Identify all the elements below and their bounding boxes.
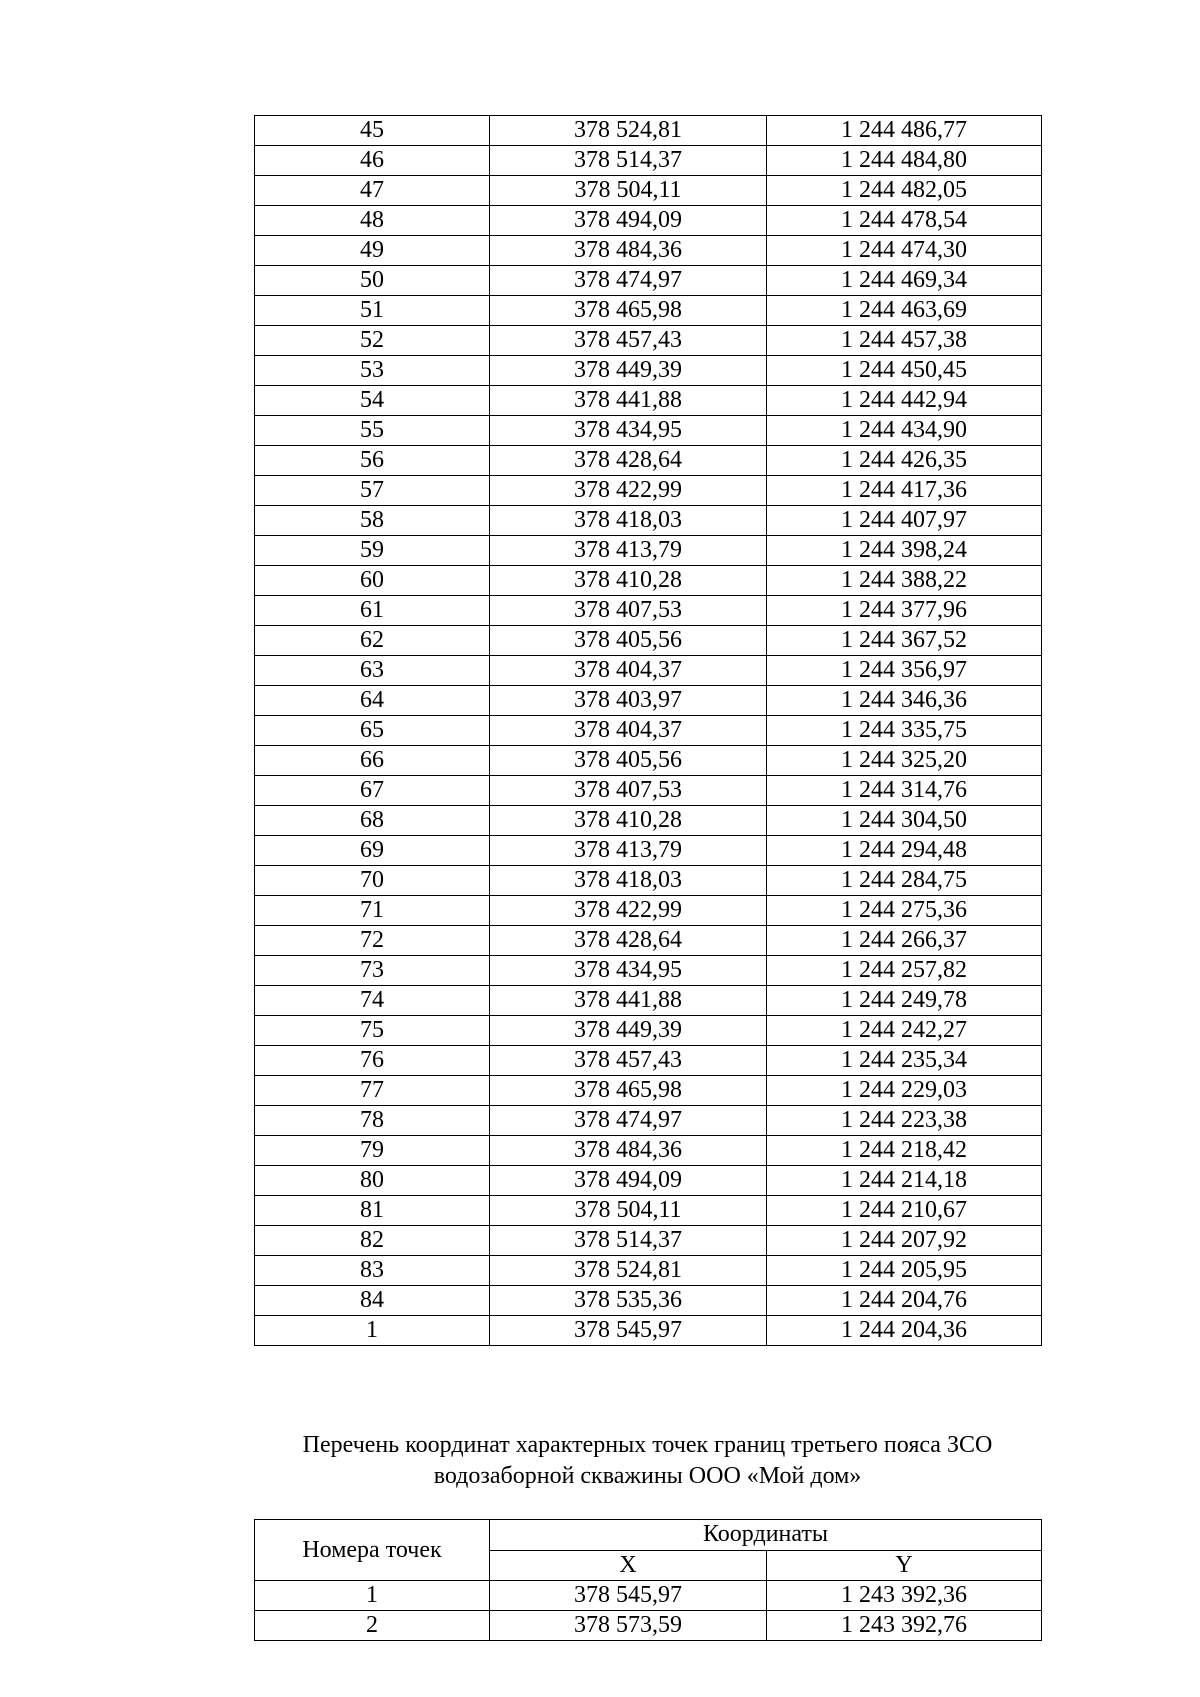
x-coordinate-cell: 378 457,43	[490, 1046, 767, 1076]
table-row	[255, 716, 1042, 746]
table-row	[255, 626, 1042, 656]
y-coordinate-cell: 1 244 398,24	[767, 536, 1042, 566]
x-coordinate-cell: 378 410,28	[490, 806, 767, 836]
table-row	[255, 176, 1042, 206]
point-number-cell: 59	[255, 536, 490, 566]
table-row	[255, 656, 1042, 686]
point-number-cell: 84	[255, 1286, 490, 1316]
y-coordinate-cell: 1 244 486,77	[767, 116, 1042, 146]
table-row	[255, 1611, 1042, 1641]
x-coordinate-cell: 378 405,56	[490, 626, 767, 656]
x-coordinate-cell: 378 434,95	[490, 956, 767, 986]
y-coordinate-cell: 1 244 434,90	[767, 416, 1042, 446]
y-coordinate-cell: 1 244 205,95	[767, 1256, 1042, 1286]
y-coordinate-cell: 1 244 474,30	[767, 236, 1042, 266]
table-row	[255, 776, 1042, 806]
table-row	[255, 446, 1042, 476]
header-x: X	[490, 1550, 767, 1581]
y-coordinate-cell: 1 244 218,42	[767, 1136, 1042, 1166]
y-coordinate-cell: 1 244 257,82	[767, 956, 1042, 986]
y-coordinate-cell: 1 244 214,18	[767, 1166, 1042, 1196]
x-coordinate-cell: 378 422,99	[490, 896, 767, 926]
point-number-cell: 66	[255, 746, 490, 776]
table-row	[255, 986, 1042, 1016]
point-number-cell: 61	[255, 596, 490, 626]
x-coordinate-cell: 378 524,81	[490, 1256, 767, 1286]
y-coordinate-cell: 1 244 482,05	[767, 176, 1042, 206]
point-number-cell: 81	[255, 1196, 490, 1226]
header-y: Y	[767, 1550, 1042, 1581]
y-coordinate-cell: 1 244 478,54	[767, 206, 1042, 236]
x-coordinate-cell: 378 465,98	[490, 296, 767, 326]
table-row	[255, 116, 1042, 146]
caption-line-1: Перечень координат характерных точек границ третьего пояса ЗСО	[302, 1432, 993, 1458]
y-coordinate-cell: 1 244 407,97	[767, 506, 1042, 536]
point-number-cell: 80	[255, 1166, 490, 1196]
point-number-cell: 72	[255, 926, 490, 956]
x-coordinate-cell: 378 441,88	[490, 386, 767, 416]
third-zone-table-body	[255, 1581, 1042, 1641]
table-row	[255, 416, 1042, 446]
y-coordinate-cell: 1 244 266,37	[767, 926, 1042, 956]
point-number-cell: 68	[255, 806, 490, 836]
table-row	[255, 686, 1042, 716]
x-coordinate-cell: 378 410,28	[490, 566, 767, 596]
point-number-cell: 57	[255, 476, 490, 506]
table-row	[255, 1076, 1042, 1106]
table-row	[255, 1286, 1042, 1316]
point-number-cell: 55	[255, 416, 490, 446]
y-coordinate-cell: 1 244 450,45	[767, 356, 1042, 386]
x-coordinate-cell: 378 524,81	[490, 116, 767, 146]
x-coordinate-cell: 378 457,43	[490, 326, 767, 356]
y-coordinate-cell: 1 244 377,96	[767, 596, 1042, 626]
y-coordinate-cell: 1 244 367,52	[767, 626, 1042, 656]
x-coordinate-cell: 378 449,39	[490, 1016, 767, 1046]
x-coordinate-cell: 378 545,97	[490, 1316, 767, 1346]
point-number-cell: 63	[255, 656, 490, 686]
table-row	[255, 536, 1042, 566]
y-coordinate-cell: 1 244 346,36	[767, 686, 1042, 716]
header-point-numbers: Номера точек	[255, 1520, 490, 1581]
coordinates-table-continued	[254, 115, 1042, 1346]
point-number-cell: 67	[255, 776, 490, 806]
x-coordinate-cell: 378 405,56	[490, 746, 767, 776]
point-number-cell: 62	[255, 626, 490, 656]
table-row	[255, 566, 1042, 596]
point-number-cell: 51	[255, 296, 490, 326]
x-coordinate-cell: 378 474,97	[490, 266, 767, 296]
point-number-cell: 77	[255, 1076, 490, 1106]
x-coordinate-cell: 378 484,36	[490, 1136, 767, 1166]
x-coordinate-cell: 378 404,37	[490, 656, 767, 686]
x-coordinate-cell: 378 428,64	[490, 926, 767, 956]
table-row	[255, 236, 1042, 266]
x-coordinate-cell: 378 504,11	[490, 1196, 767, 1226]
x-coordinate-cell: 378 403,97	[490, 686, 767, 716]
table-row	[255, 1106, 1042, 1136]
table-row	[255, 1136, 1042, 1166]
x-coordinate-cell: 378 465,98	[490, 1076, 767, 1106]
point-number-cell: 1	[255, 1316, 490, 1346]
x-coordinate-cell: 378 418,03	[490, 506, 767, 536]
point-number-cell: 46	[255, 146, 490, 176]
x-coordinate-cell: 378 504,11	[490, 176, 767, 206]
x-coordinate-cell: 378 404,37	[490, 716, 767, 746]
y-coordinate-cell: 1 244 235,34	[767, 1046, 1042, 1076]
point-number-cell: 45	[255, 116, 490, 146]
table-row	[255, 596, 1042, 626]
third-zone-coordinates-table	[254, 1519, 1042, 1641]
x-coordinate-cell: 378 535,36	[490, 1286, 767, 1316]
point-number-cell: 65	[255, 716, 490, 746]
table-caption	[0, 1430, 1200, 1492]
point-number-cell: 58	[255, 506, 490, 536]
point-number-cell: 78	[255, 1106, 490, 1136]
table-row	[255, 356, 1042, 386]
y-coordinate-cell: 1 244 442,94	[767, 386, 1042, 416]
x-coordinate-cell: 378 413,79	[490, 536, 767, 566]
header-coordinates: Координаты	[490, 1520, 1042, 1551]
y-coordinate-cell: 1 244 284,75	[767, 866, 1042, 896]
table-row	[255, 476, 1042, 506]
table-row	[255, 956, 1042, 986]
y-coordinate-cell: 1 244 223,38	[767, 1106, 1042, 1136]
point-number-cell: 2	[255, 1611, 490, 1641]
y-coordinate-cell: 1 244 294,48	[767, 836, 1042, 866]
y-coordinate-cell: 1 244 207,92	[767, 1226, 1042, 1256]
y-coordinate-cell: 1 244 210,67	[767, 1196, 1042, 1226]
y-coordinate-cell: 1 244 204,76	[767, 1286, 1042, 1316]
point-number-cell: 76	[255, 1046, 490, 1076]
point-number-cell: 60	[255, 566, 490, 596]
table-row	[255, 1166, 1042, 1196]
table-row	[255, 1226, 1042, 1256]
x-coordinate-cell: 378 428,64	[490, 446, 767, 476]
x-coordinate-cell: 378 573,59	[490, 1611, 767, 1641]
point-number-cell: 82	[255, 1226, 490, 1256]
point-number-cell: 52	[255, 326, 490, 356]
table-row	[255, 146, 1042, 176]
point-number-cell: 53	[255, 356, 490, 386]
point-number-cell: 56	[255, 446, 490, 476]
y-coordinate-cell: 1 244 275,36	[767, 896, 1042, 926]
table-row	[255, 1016, 1042, 1046]
y-coordinate-cell: 1 244 457,38	[767, 326, 1042, 356]
point-number-cell: 54	[255, 386, 490, 416]
table-row	[255, 926, 1042, 956]
table-row	[255, 1046, 1042, 1076]
x-coordinate-cell: 378 449,39	[490, 356, 767, 386]
point-number-cell: 69	[255, 836, 490, 866]
table-header	[255, 1520, 1042, 1581]
table-row	[255, 1196, 1042, 1226]
point-number-cell: 73	[255, 956, 490, 986]
table-row	[255, 1256, 1042, 1286]
x-coordinate-cell: 378 418,03	[490, 866, 767, 896]
y-coordinate-cell: 1 244 388,22	[767, 566, 1042, 596]
coordinates-table-body	[255, 116, 1042, 1346]
point-number-cell: 50	[255, 266, 490, 296]
point-number-cell: 74	[255, 986, 490, 1016]
y-coordinate-cell: 1 244 356,97	[767, 656, 1042, 686]
table-row	[255, 296, 1042, 326]
table-row	[255, 866, 1042, 896]
table-row	[255, 806, 1042, 836]
x-coordinate-cell: 378 434,95	[490, 416, 767, 446]
x-coordinate-cell: 378 407,53	[490, 596, 767, 626]
point-number-cell: 70	[255, 866, 490, 896]
table-row	[255, 386, 1042, 416]
x-coordinate-cell: 378 407,53	[490, 776, 767, 806]
x-coordinate-cell: 378 422,99	[490, 476, 767, 506]
y-coordinate-cell: 1 243 392,76	[767, 1611, 1042, 1641]
y-coordinate-cell: 1 243 392,36	[767, 1581, 1042, 1611]
table-row	[255, 326, 1042, 356]
point-number-cell: 75	[255, 1016, 490, 1046]
table-row	[255, 746, 1042, 776]
y-coordinate-cell: 1 244 204,36	[767, 1316, 1042, 1346]
point-number-cell: 71	[255, 896, 490, 926]
y-coordinate-cell: 1 244 325,20	[767, 746, 1042, 776]
table-row	[255, 266, 1042, 296]
caption-line-2: водозаборной скважины ООО «Мой дом»	[433, 1463, 862, 1489]
x-coordinate-cell: 378 494,09	[490, 1166, 767, 1196]
point-number-cell: 83	[255, 1256, 490, 1286]
table-row	[255, 1581, 1042, 1611]
x-coordinate-cell: 378 514,37	[490, 146, 767, 176]
y-coordinate-cell: 1 244 304,50	[767, 806, 1042, 836]
table-row	[255, 506, 1042, 536]
x-coordinate-cell: 378 413,79	[490, 836, 767, 866]
x-coordinate-cell: 378 441,88	[490, 986, 767, 1016]
table-row	[255, 896, 1042, 926]
point-number-cell: 47	[255, 176, 490, 206]
y-coordinate-cell: 1 244 314,76	[767, 776, 1042, 806]
point-number-cell: 1	[255, 1581, 490, 1611]
y-coordinate-cell: 1 244 242,27	[767, 1016, 1042, 1046]
table-row	[255, 206, 1042, 236]
point-number-cell: 49	[255, 236, 490, 266]
y-coordinate-cell: 1 244 469,34	[767, 266, 1042, 296]
x-coordinate-cell: 378 494,09	[490, 206, 767, 236]
point-number-cell: 48	[255, 206, 490, 236]
table-row	[255, 1316, 1042, 1346]
x-coordinate-cell: 378 484,36	[490, 236, 767, 266]
point-number-cell: 79	[255, 1136, 490, 1166]
y-coordinate-cell: 1 244 229,03	[767, 1076, 1042, 1106]
y-coordinate-cell: 1 244 484,80	[767, 146, 1042, 176]
x-coordinate-cell: 378 545,97	[490, 1581, 767, 1611]
y-coordinate-cell: 1 244 426,35	[767, 446, 1042, 476]
y-coordinate-cell: 1 244 335,75	[767, 716, 1042, 746]
x-coordinate-cell: 378 514,37	[490, 1226, 767, 1256]
table-row	[255, 836, 1042, 866]
y-coordinate-cell: 1 244 463,69	[767, 296, 1042, 326]
y-coordinate-cell: 1 244 417,36	[767, 476, 1042, 506]
point-number-cell: 64	[255, 686, 490, 716]
x-coordinate-cell: 378 474,97	[490, 1106, 767, 1136]
y-coordinate-cell: 1 244 249,78	[767, 986, 1042, 1016]
